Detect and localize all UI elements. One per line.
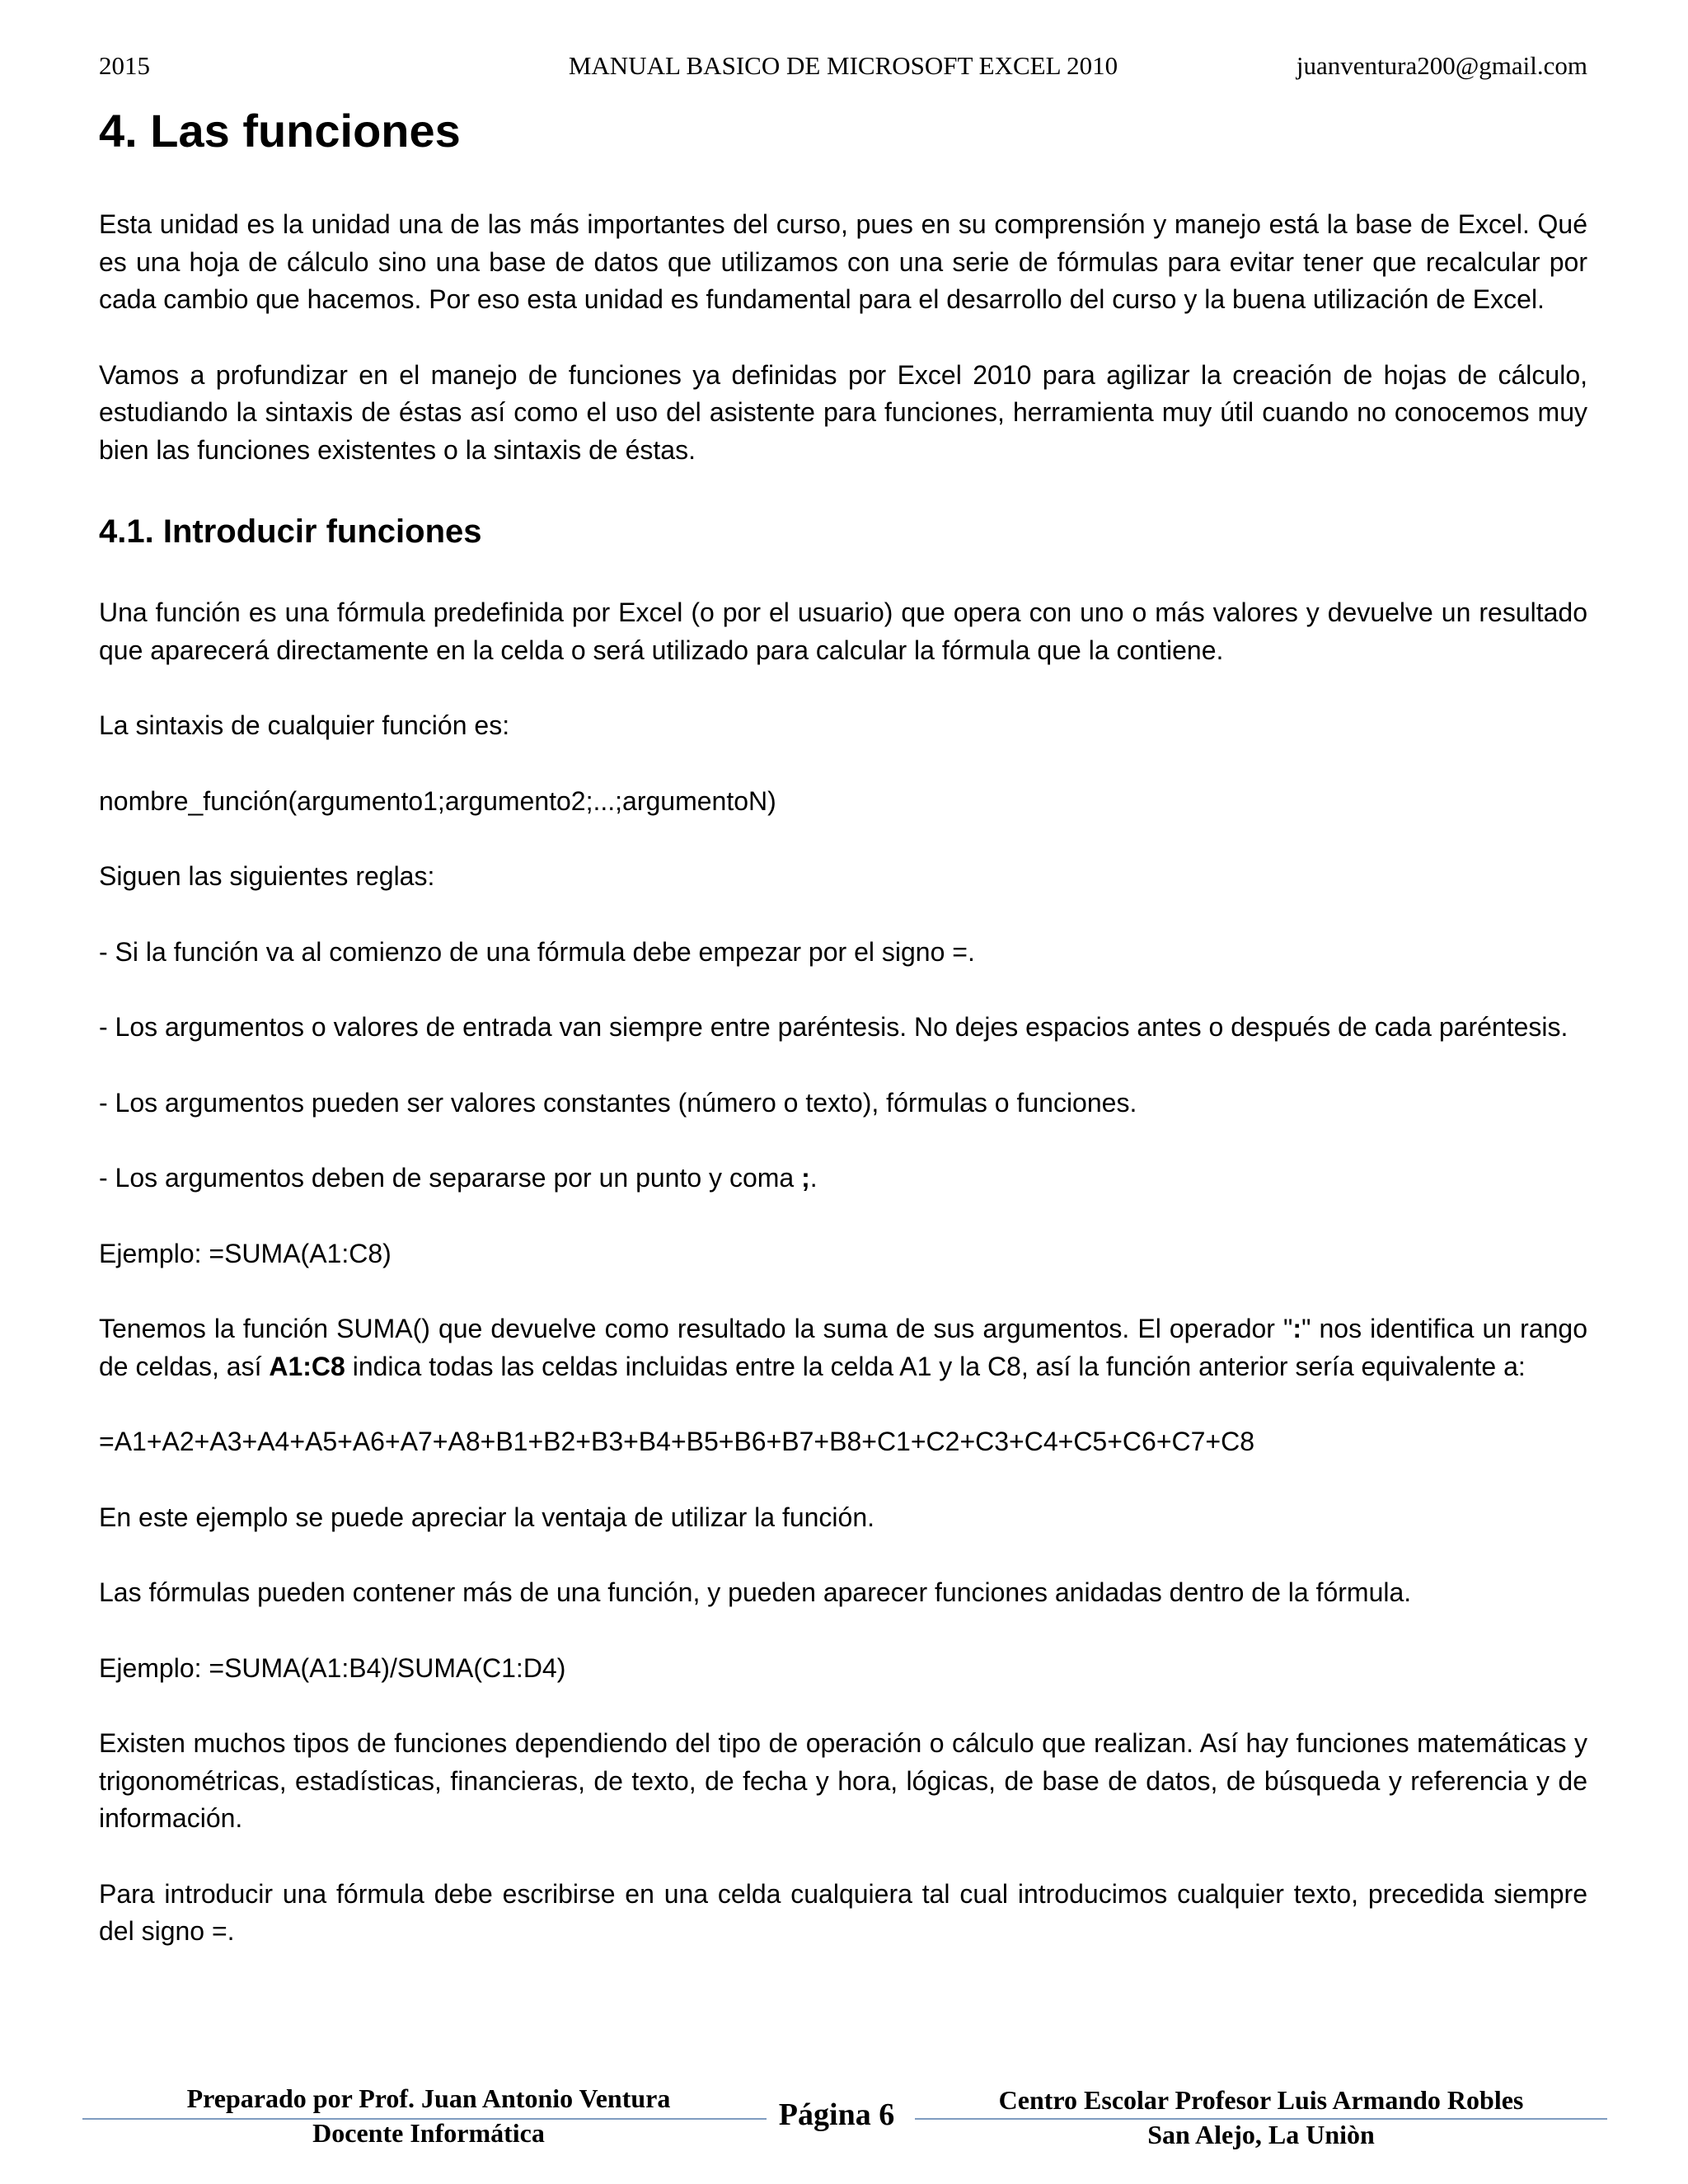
footer-school-location: San Alejo, La Uniòn xyxy=(1147,2120,1375,2149)
suma-range: A1:C8 xyxy=(269,1351,345,1381)
intro-paragraph-1: Esta unidad es la unidad una de las más importantes del curso, pues en su comprensión y manejo está la base de Excel. Qué es una hoja de cálculo sino una base de datos que utilizamos con una serie de fórmulas para evitar tener que recalcular por cada cambio que hacemos. Por eso esta unidad es fundamental para el desarrollo del curso y la buena utilización de Excel. xyxy=(99,209,1587,314)
syntax-intro: La sintaxis de cualquier función es: xyxy=(99,710,510,740)
running-header xyxy=(99,48,1587,84)
header-title: MANUAL BASICO DE MICROSOFT EXCEL 2010 xyxy=(568,51,1118,80)
rule-4-text: - Los argumentos deben de separarse por un punto y coma xyxy=(99,1163,802,1193)
types-paragraph: Existen muchos tipos de funciones dependiendo del tipo de operación o cálculo que realizan. Así hay funciones matemáticas y trigonométricas, estadísticas, financieras, de texto, de fecha y hora, lógicas, de base de datos, de búsqueda y referencia y de información. xyxy=(99,1728,1587,1833)
rule-2: - Los argumentos o valores de entrada van siempre entre paréntesis. No dejes espacios antes o después de cada paréntesis. xyxy=(99,1012,1568,1042)
suma-expansion: =A1+A2+A3+A4+A5+A6+A7+A8+B1+B2+B3+B4+B5+B6+B7+B8+C1+C2+C3+C4+C5+C6+C7+C8 xyxy=(99,1427,1254,1456)
nested-paragraph: Las fórmulas pueden contener más de una función, y pueden aparecer funciones anidadas dentro de la fórmula. xyxy=(99,1577,1412,1607)
footer-rule-left xyxy=(82,2118,767,2120)
header-year: 2015 xyxy=(99,51,150,80)
footer-author-role: Docente Informática xyxy=(312,2118,545,2148)
suma-operator: : xyxy=(1292,1314,1302,1343)
footer-rule-right xyxy=(915,2118,1607,2120)
rule-1: - Si la función va al comienzo de una fórmula debe empezar por el signo =. xyxy=(99,936,975,967)
header-email: juanventura200@gmail.com xyxy=(1296,51,1587,80)
suma-text-e: indica todas las celdas incluidas entre la celda A1 y la C8, así la función anterior sería equivalente a: xyxy=(345,1351,1526,1381)
rule-4-end: . xyxy=(809,1163,818,1193)
rule-3: - Los argumentos pueden ser valores constantes (número o texto), fórmulas o funciones. xyxy=(99,1087,1137,1118)
page-content xyxy=(99,97,1587,1951)
suma-text-a: Tenemos la función SUMA() que devuelve como resultado la suma de sus argumentos. El operador " xyxy=(99,1314,1293,1343)
footer-author-name: Preparado por Prof. Juan Antonio Ventura xyxy=(186,2083,671,2113)
intro-paragraph-2: Vamos a profundizar en el manejo de funciones ya definidas por Excel 2010 para agilizar la creación de hojas de cálculo, estudiando la sintaxis de éstas así como el uso del asistente para funciones, herramienta muy útil cuando no conocemos muy bien las funciones existentes o la sintaxis de éstas. xyxy=(99,359,1587,465)
footer-author xyxy=(148,2081,709,2150)
suma-explanation xyxy=(99,1310,1587,1385)
rule-4 xyxy=(99,1160,1587,1197)
advantage-paragraph: En este ejemplo se puede apreciar la ventaja de utilizar la función. xyxy=(99,1502,875,1532)
footer-school xyxy=(948,2083,1574,2152)
page-number: Página 6 xyxy=(778,2097,895,2132)
example-1: Ejemplo: =SUMA(A1:C8) xyxy=(99,1238,392,1268)
rule-4-separator: ; xyxy=(801,1163,810,1193)
suma-text-c: " nos identifica un rango de celdas, así xyxy=(99,1314,1588,1381)
chapter-title: 4. Las funciones xyxy=(99,105,461,157)
section-title: 4.1. Introducir funciones xyxy=(99,513,482,550)
definition-paragraph: Una función es una fórmula predefinida por Excel (o por el usuario) que opera con uno o más valores y devuelve un resultado que aparecerá directamente en la celda o será utilizado para calcular la fórmula que la contiene. xyxy=(99,598,1587,665)
rules-intro: Siguen las siguientes reglas: xyxy=(99,861,435,891)
syntax-line: nombre_función(argumento1;argumento2;...;argumentoN) xyxy=(99,785,776,816)
footer-school-name: Centro Escolar Profesor Luis Armando Robles xyxy=(998,2085,1524,2115)
example-2: Ejemplo: =SUMA(A1:B4)/SUMA(C1:D4) xyxy=(99,1652,566,1683)
enter-paragraph: Para introducir una fórmula debe escribirse en una celda cualquiera tal cual introducimos cualquier texto, precedida siempre del signo =. xyxy=(99,1878,1587,1946)
